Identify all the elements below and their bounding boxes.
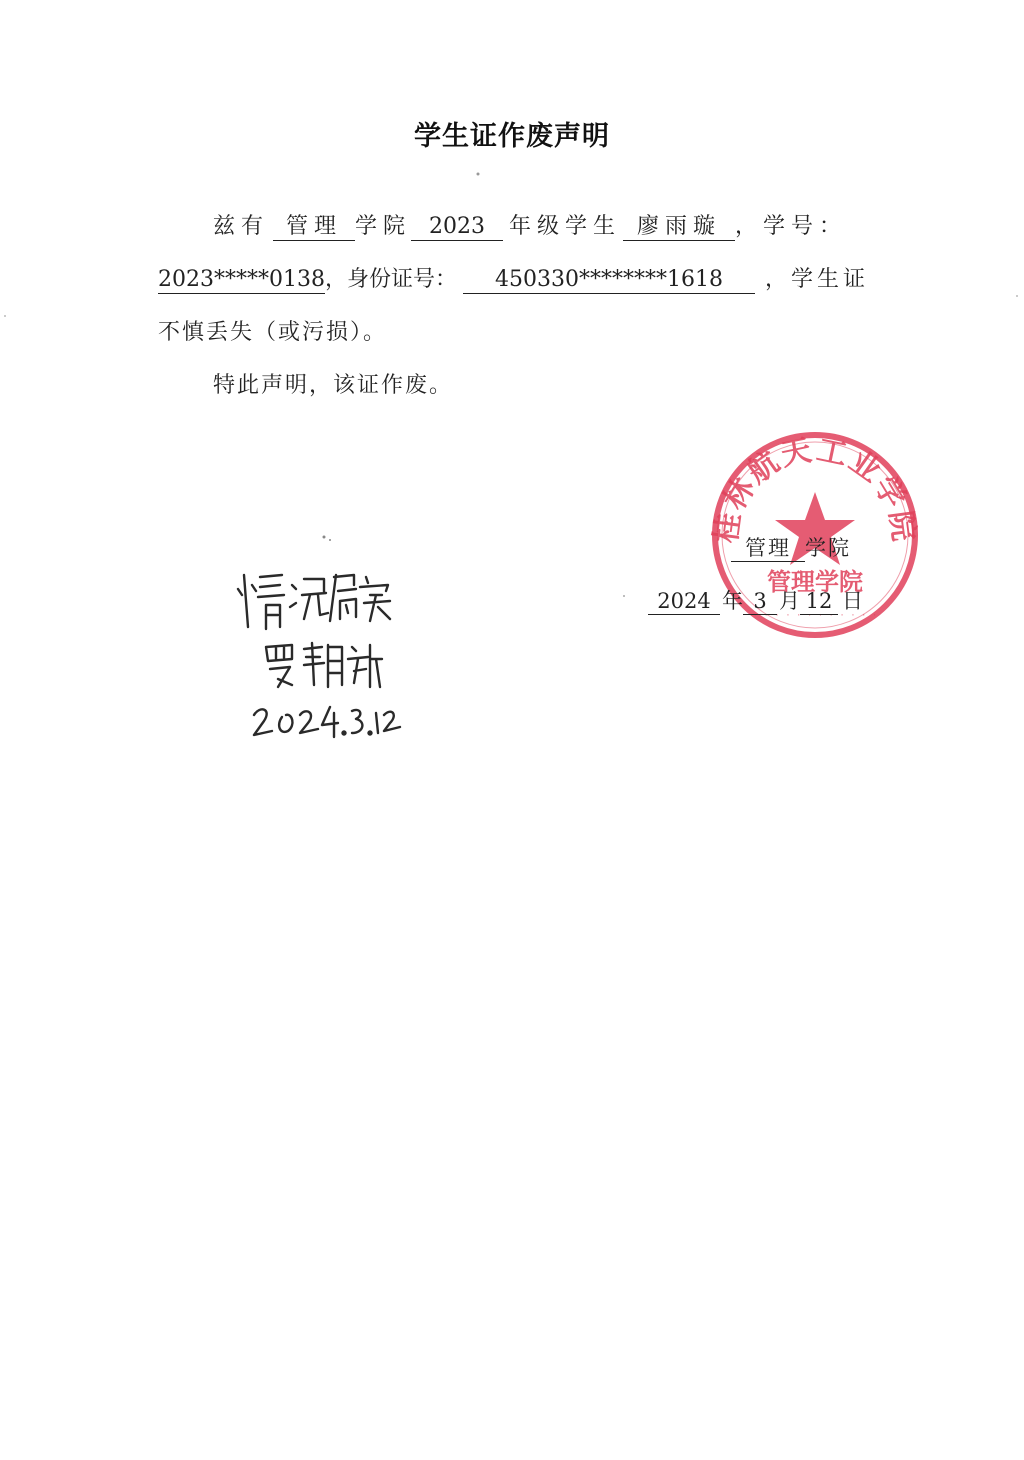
student-id-field: 2023*****0138 (158, 267, 325, 292)
footer-day-field: 12 (800, 588, 838, 615)
document-title: 学生证作废声明 (414, 121, 610, 152)
footer-month-unit: 月 (779, 589, 800, 613)
college-suffix: 学院 (355, 214, 412, 239)
paragraph-line-1 (213, 212, 847, 242)
id-card-label: ，身份证号： (324, 267, 457, 292)
footer-college-field: 管理 (731, 535, 805, 562)
seal-inner-text: 管理学院 (767, 567, 863, 596)
footer-college-suffix: 学院 (805, 536, 851, 560)
card-suffix: ，学生证 (765, 267, 870, 292)
college-field: 管理 (273, 214, 355, 241)
grade-suffix: 年级学生 (509, 214, 622, 239)
handwritten-signature (230, 555, 410, 755)
footer-year-field: 2024 (648, 588, 720, 615)
footer-date-line (648, 586, 863, 616)
prefix-text: 兹有 (213, 214, 270, 239)
id-card-field: 450330********1618 (463, 267, 755, 294)
grade-field: 2023 (411, 214, 503, 241)
signature-strokes (230, 555, 410, 755)
footer-college-line (731, 533, 851, 563)
paragraph-line-2 (158, 265, 869, 295)
svg-text:· · · · · · · · · · · ·: · · · · · · · · · · · · (752, 611, 878, 621)
student-id-label: ，学号： (735, 214, 848, 239)
footer-day-unit: 日 (842, 589, 863, 613)
footer-month-field: 3 (743, 588, 777, 615)
seal-outer-text: 桂林航天工业学院 (708, 432, 922, 546)
declaration-line: 特此声明，该证作废。 (213, 373, 454, 398)
footer-year-unit: 年 (722, 589, 743, 613)
paragraph-line-3: 不慎丢失（或污损）。 (158, 320, 388, 345)
student-name-field: 廖雨璇 (623, 214, 735, 241)
